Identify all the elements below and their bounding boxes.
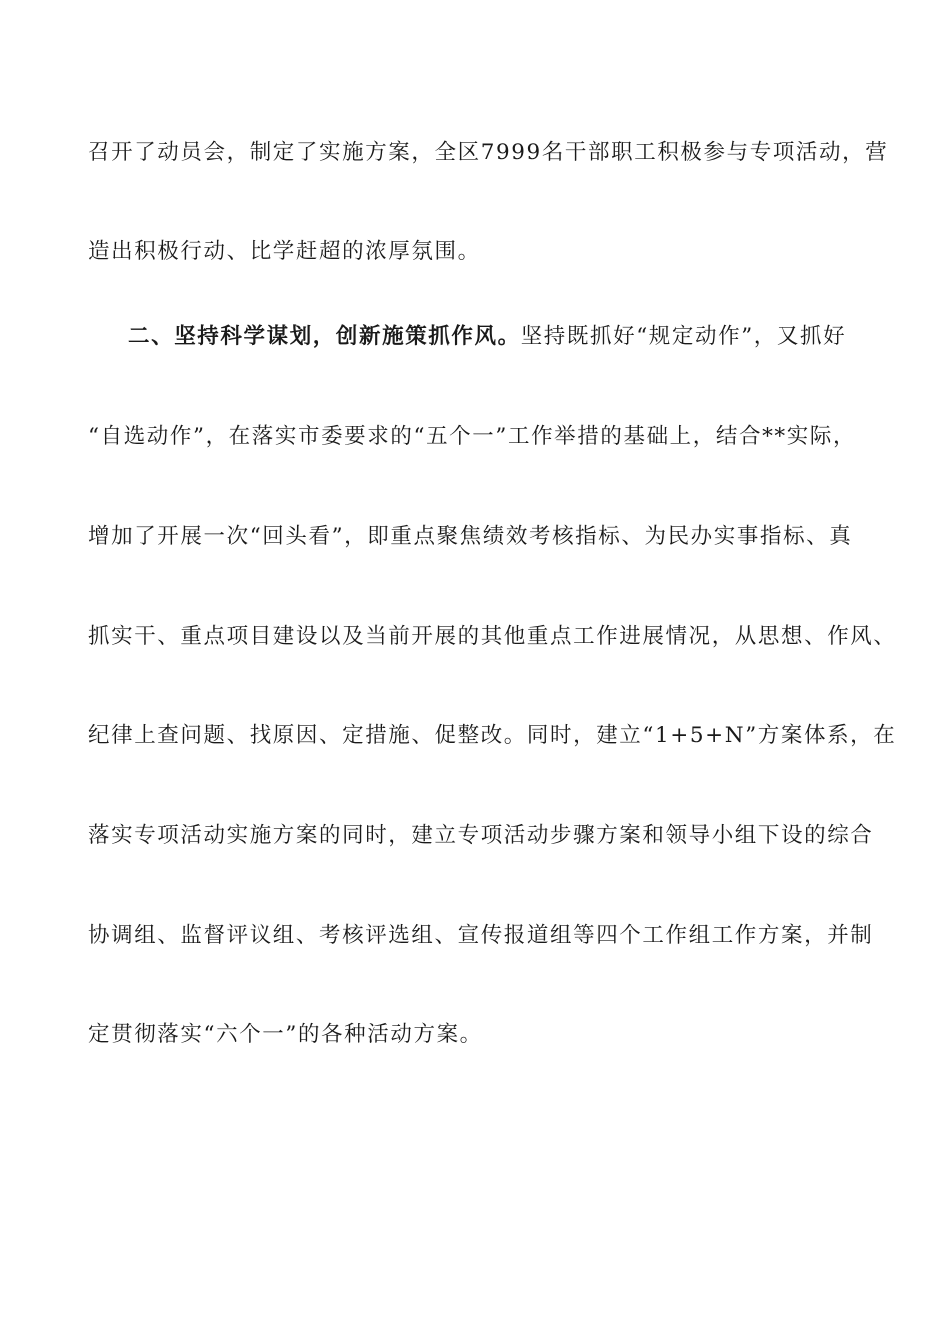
paragraph-line-3: “自选动作”，在落实市委要求的“五个一”工作举措的基础上，结合**实际， <box>88 424 857 449</box>
section-heading: 二、坚持科学谋划，创新施策抓作风。 <box>128 324 521 349</box>
paragraph-line-5: 抓实干、重点项目建设以及当前开展的其他重点工作进展情况，从思想、作风、 <box>88 624 897 649</box>
section-heading-line <box>128 322 918 352</box>
paragraph-line-4: 增加了开展一次“回头看”，即重点聚焦绩效考核指标、为民办实事指标、真 <box>88 524 853 549</box>
section-heading-rest: 坚持既抓好“规定动作”，又抓好 <box>520 324 847 349</box>
paragraph-line-8: 协调组、监督评议组、考核评选组、宣传报道组等四个工作组工作方案，并制 <box>88 923 874 948</box>
paragraph-line-6: 纪律上查问题、找原因、定措施、促整改。同时，建立“1+5+N”方案体系，在 <box>88 723 897 748</box>
paragraph-line-1: 召开了动员会，制定了实施方案，全区7999名干部职工积极参与专项活动，营 <box>88 140 889 165</box>
paragraph-line-9: 定贯彻落实“六个一”的各种活动方案。 <box>88 1022 483 1047</box>
paragraph-line-7: 落实专项活动实施方案的同时，建立专项活动步骤方案和领导小组下设的综合 <box>88 823 874 848</box>
paragraph-line-2: 造出积极行动、比学赶超的浓厚氛围。 <box>88 239 481 264</box>
